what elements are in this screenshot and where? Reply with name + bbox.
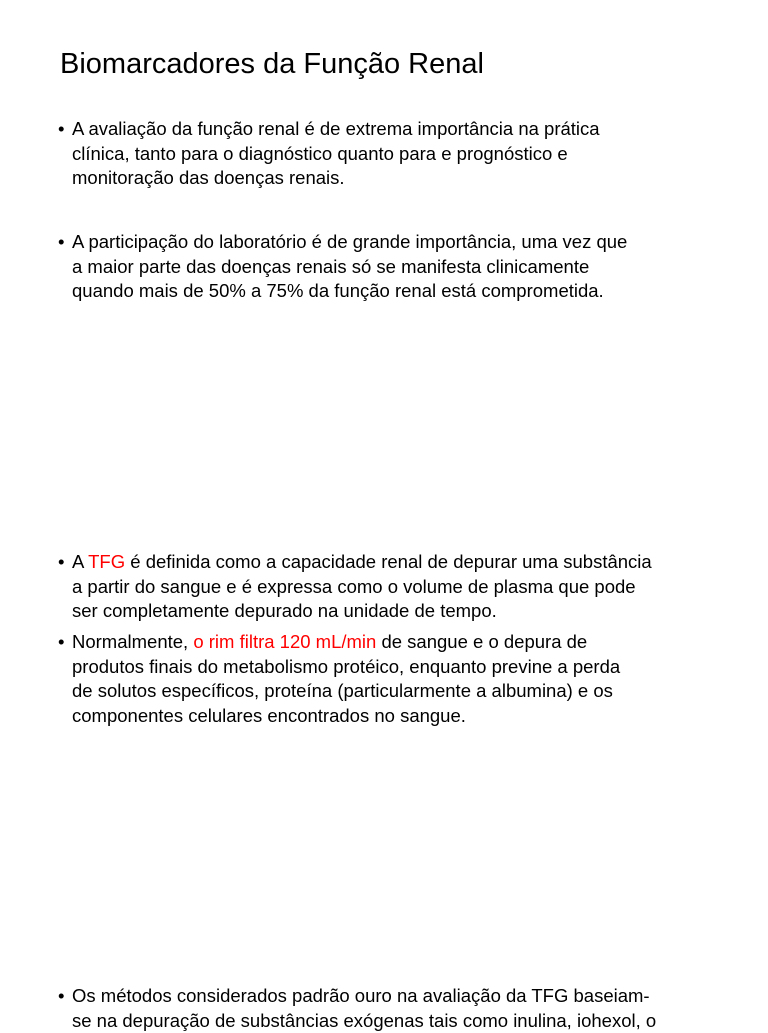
bullet-icon: • [58,630,72,655]
text-line: de solutos específicos, proteína (particularmente a albumina) e os [72,679,718,704]
text-segment: de sangue e o depura de [376,631,587,652]
bullet-icon: • [58,984,72,1009]
text-segment: é definida como a capacidade renal de depurar uma substância [125,551,652,572]
text-line: quando mais de 50% a 75% da função renal está comprometida. [72,279,718,304]
text-line: ser completamente depurado na unidade de tempo. [72,599,718,624]
bullet-kidney-filtration [58,630,718,728]
text-line: A participação do laboratório é de grande importância, uma vez que [72,230,718,255]
bullet-icon: • [58,117,72,142]
text-line: a maior parte das doenças renais só se manifesta clinicamente [72,255,718,280]
bullet-tfg-definition [58,550,718,624]
text-line: componentes celulares encontrados no sangue. [72,704,718,729]
text-line [72,550,718,575]
text-line: Os métodos considerados padrão ouro na avaliação da TFG baseiam- [72,984,718,1009]
highlight-tfg: TFG [88,551,125,572]
bullet-icon: • [58,550,72,575]
page-title: Biomarcadores da Função Renal [60,44,484,84]
bullet-gold-standard-methods [58,984,718,1033]
text-line [72,630,718,655]
text-line: a partir do sangue e é expressa como o volume de plasma que pode [72,575,718,600]
highlight-filtration-rate: o rim filtra 120 mL/min [193,631,376,652]
text-line: produtos finais do metabolismo protéico, enquanto previne a perda [72,655,718,680]
bullet-laboratory-participation [58,230,718,304]
text-segment: A [72,551,88,572]
bullet-renal-function-evaluation [58,117,718,191]
text-segment: Normalmente, [72,631,193,652]
text-line: A avaliação da função renal é de extrema importância na prática [72,117,718,142]
text-line: se na depuração de substâncias exógenas tais como inulina, iohexol, o [72,1009,718,1033]
text-line: clínica, tanto para o diagnóstico quanto para e prognóstico e [72,142,718,167]
text-line: monitoração das doenças renais. [72,166,718,191]
bullet-icon: • [58,230,72,255]
